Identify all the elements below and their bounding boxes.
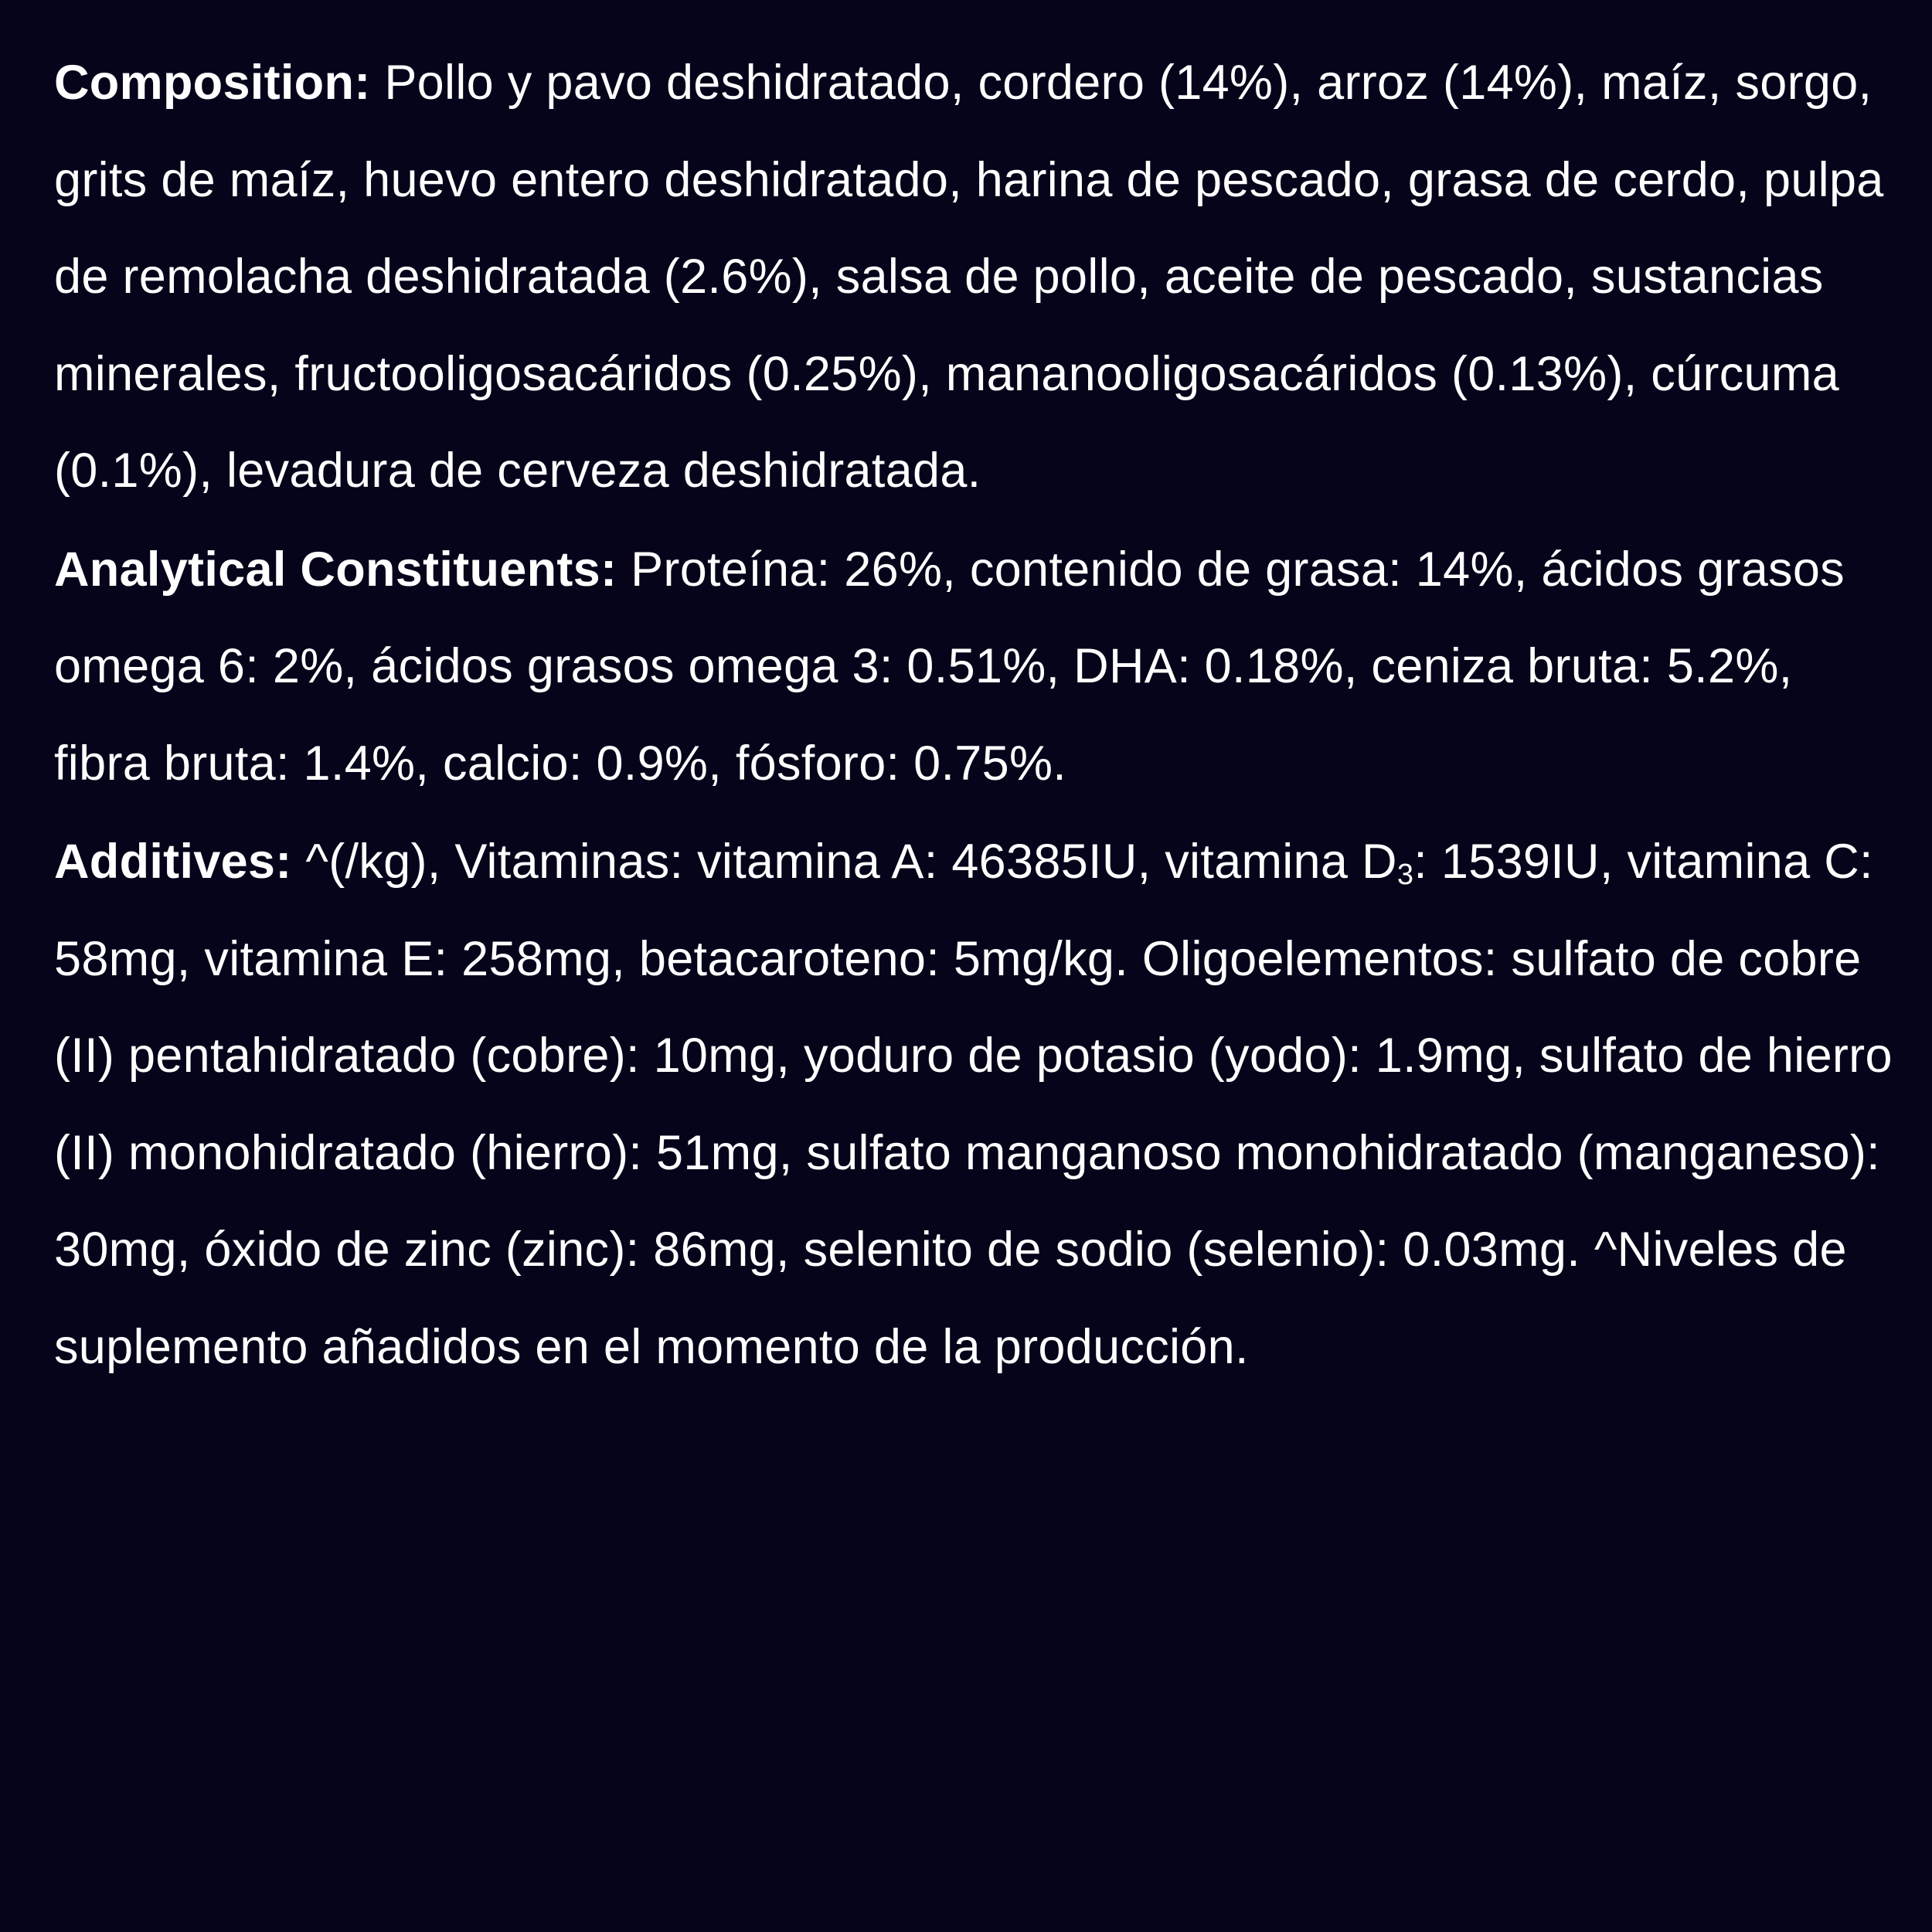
additives-text-part-2: : 1539IU, vitamina C: 58mg, vitamina E: 258mg, betacaroteno: 5mg/kg. Oligoelementos: sulfato de cobre (II) pentahidratado (cobre): 10mg, yoduro de potasio (yodo): 1.9mg, sulfato de hierro (II) monohidratado (hierro): 51mg, sulfato manganoso monohidratado (manganeso): 30mg, óxido de zinc (zinc): 86mg, selenito de sodio (selenio): 0.03mg. ^Niveles de suplemento añadidos en el momento de la producción. bbox=[54, 835, 1893, 1374]
additives-section bbox=[54, 814, 1893, 1396]
composition-heading: Composition: bbox=[54, 56, 371, 110]
composition-section bbox=[54, 35, 1893, 520]
ingredients-panel bbox=[54, 35, 1893, 1397]
analytical-constituents-heading: Analytical Constituents: bbox=[54, 542, 617, 597]
composition-text: Pollo y pavo deshidratado, cordero (14%), arroz (14%), maíz, sorgo, grits de maíz, huevo entero deshidratado, harina de pescado, grasa de cerdo, pulpa de remolacha deshidratada (2.6%), salsa de pollo, aceite de pescado, sustancias minerales, fructooligosacáridos (0.25%), mananooligosacáridos (0.13%), cúrcuma (0.1%), levadura de cerveza deshidratada. bbox=[54, 56, 1884, 498]
vitamin-d-subscript: 3 bbox=[1396, 859, 1414, 891]
analytical-constituents-text: Proteína: 26%, contenido de grasa: 14%, ácidos grasos omega 6: 2%, ácidos grasos omega 3: 0.51%, DHA: 0.18%, ceniza bruta: 5.2%, fibra bruta: 1.4%, calcio: 0.9%, fósforo: 0.75%. bbox=[54, 542, 1845, 791]
additives-heading: Additives: bbox=[54, 835, 292, 889]
additives-text-part-1: ^(/kg), Vitaminas: vitamina A: 46385IU, vitamina D bbox=[305, 835, 1397, 889]
analytical-constituents-section bbox=[54, 522, 1893, 813]
